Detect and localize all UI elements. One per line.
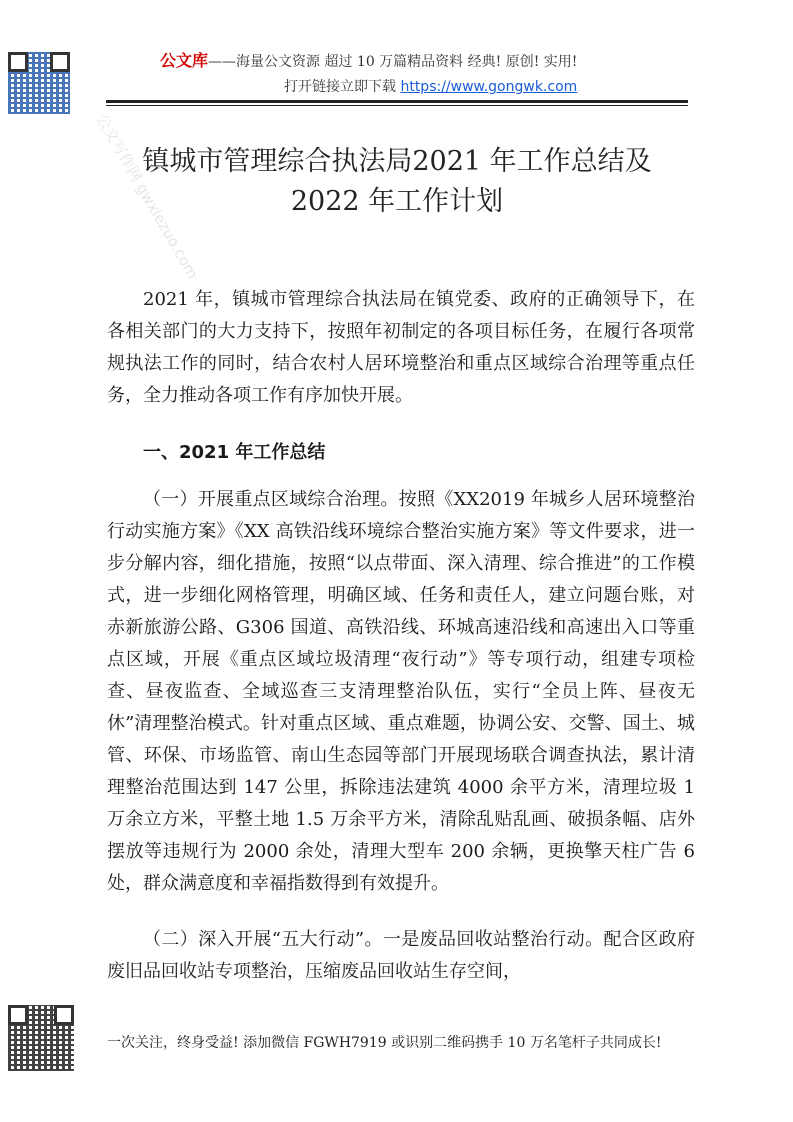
brand-name: 公文库 bbox=[160, 51, 209, 70]
document-title bbox=[100, 142, 694, 222]
item-2-paragraph: （二）深入开展“五大行动”。一是废品回收站整治行动。配合区政府废旧品回收站专项整治，压缩废品回收站生存空间， bbox=[107, 929, 695, 982]
header-divider bbox=[106, 100, 688, 103]
website-link[interactable]: https://www.gongwk.com bbox=[400, 79, 578, 95]
qr-code-icon[interactable] bbox=[8, 52, 70, 114]
footer-note: 一次关注，终身受益! 添加微信 FGWH7919 或识别二维码携手 10 万名笔杆子共同成长! bbox=[107, 1035, 662, 1051]
title-line-1: 镇城市管理综合执法局2021 年工作总结及 bbox=[142, 146, 652, 177]
download-line bbox=[284, 76, 577, 96]
intro-paragraph: 2021 年，镇城市管理综合执法局在镇党委、政府的正确领导下，在各相关部门的大力支持下，按照年初制定的各项目标任务，在履行各项常规执法工作的同时，结合农村人居环境整治和重点区域综合治理等重点任务，全力推动各项工作有序加快开展。 bbox=[107, 289, 695, 406]
title-line-2: 2022 年工作计划 bbox=[290, 186, 504, 217]
watermark: 公文写作网 gwxiezuo.com bbox=[92, 111, 202, 282]
item-1-paragraph: （一）开展重点区域综合治理。按照《XX2019 年城乡人居环境整治行动实施方案》《XX 高铁沿线环境综合整治实施方案》等文件要求，进一步分解内容，细化措施，按照“以点带面、深入清理、综合推进”的工作模式，进一步细化网格管理，明确区域、任务和责任人，建立问题台账，对赤新旅游公路、G306 国道、高铁沿线、环城高速沿线和高速出入口等重点区域，开展《重点区域垃圾清理“夜行动”》等专项行动，组建专项检查、昼夜监查、全域巡查三支清理整治队伍，实行“全员上阵、昼夜无休”清理整治模式。针对重点区域、重点难题，协调公安、交警、国土、城管、环保、市场监管、南山生态园等部门开展现场联合调查执法，累计清理整治范围达到 147 公里，拆除违法建筑 4000 余平方米，清理垃圾 1 万余立方米，平整土地 1.5 万余平方米，清除乱贴乱画、破损条幅、店外摆放等违规行为 2000 余处，清理大型车 200 余辆，更换擎天柱广告 6 处，群众满意度和幸福指数得到有效提升。 bbox=[107, 489, 695, 894]
tagline-text: ——海量公文资源 超过 10 万篇精品资料 经典! 原创! 实用! bbox=[208, 54, 578, 70]
download-prompt: 打开链接立即下载 bbox=[284, 79, 396, 95]
header-tagline bbox=[160, 48, 577, 71]
wechat-qr-code-icon[interactable] bbox=[8, 1005, 74, 1071]
section-heading: 一、2021 年工作总结 bbox=[143, 442, 326, 463]
header-divider-thin bbox=[106, 105, 688, 106]
